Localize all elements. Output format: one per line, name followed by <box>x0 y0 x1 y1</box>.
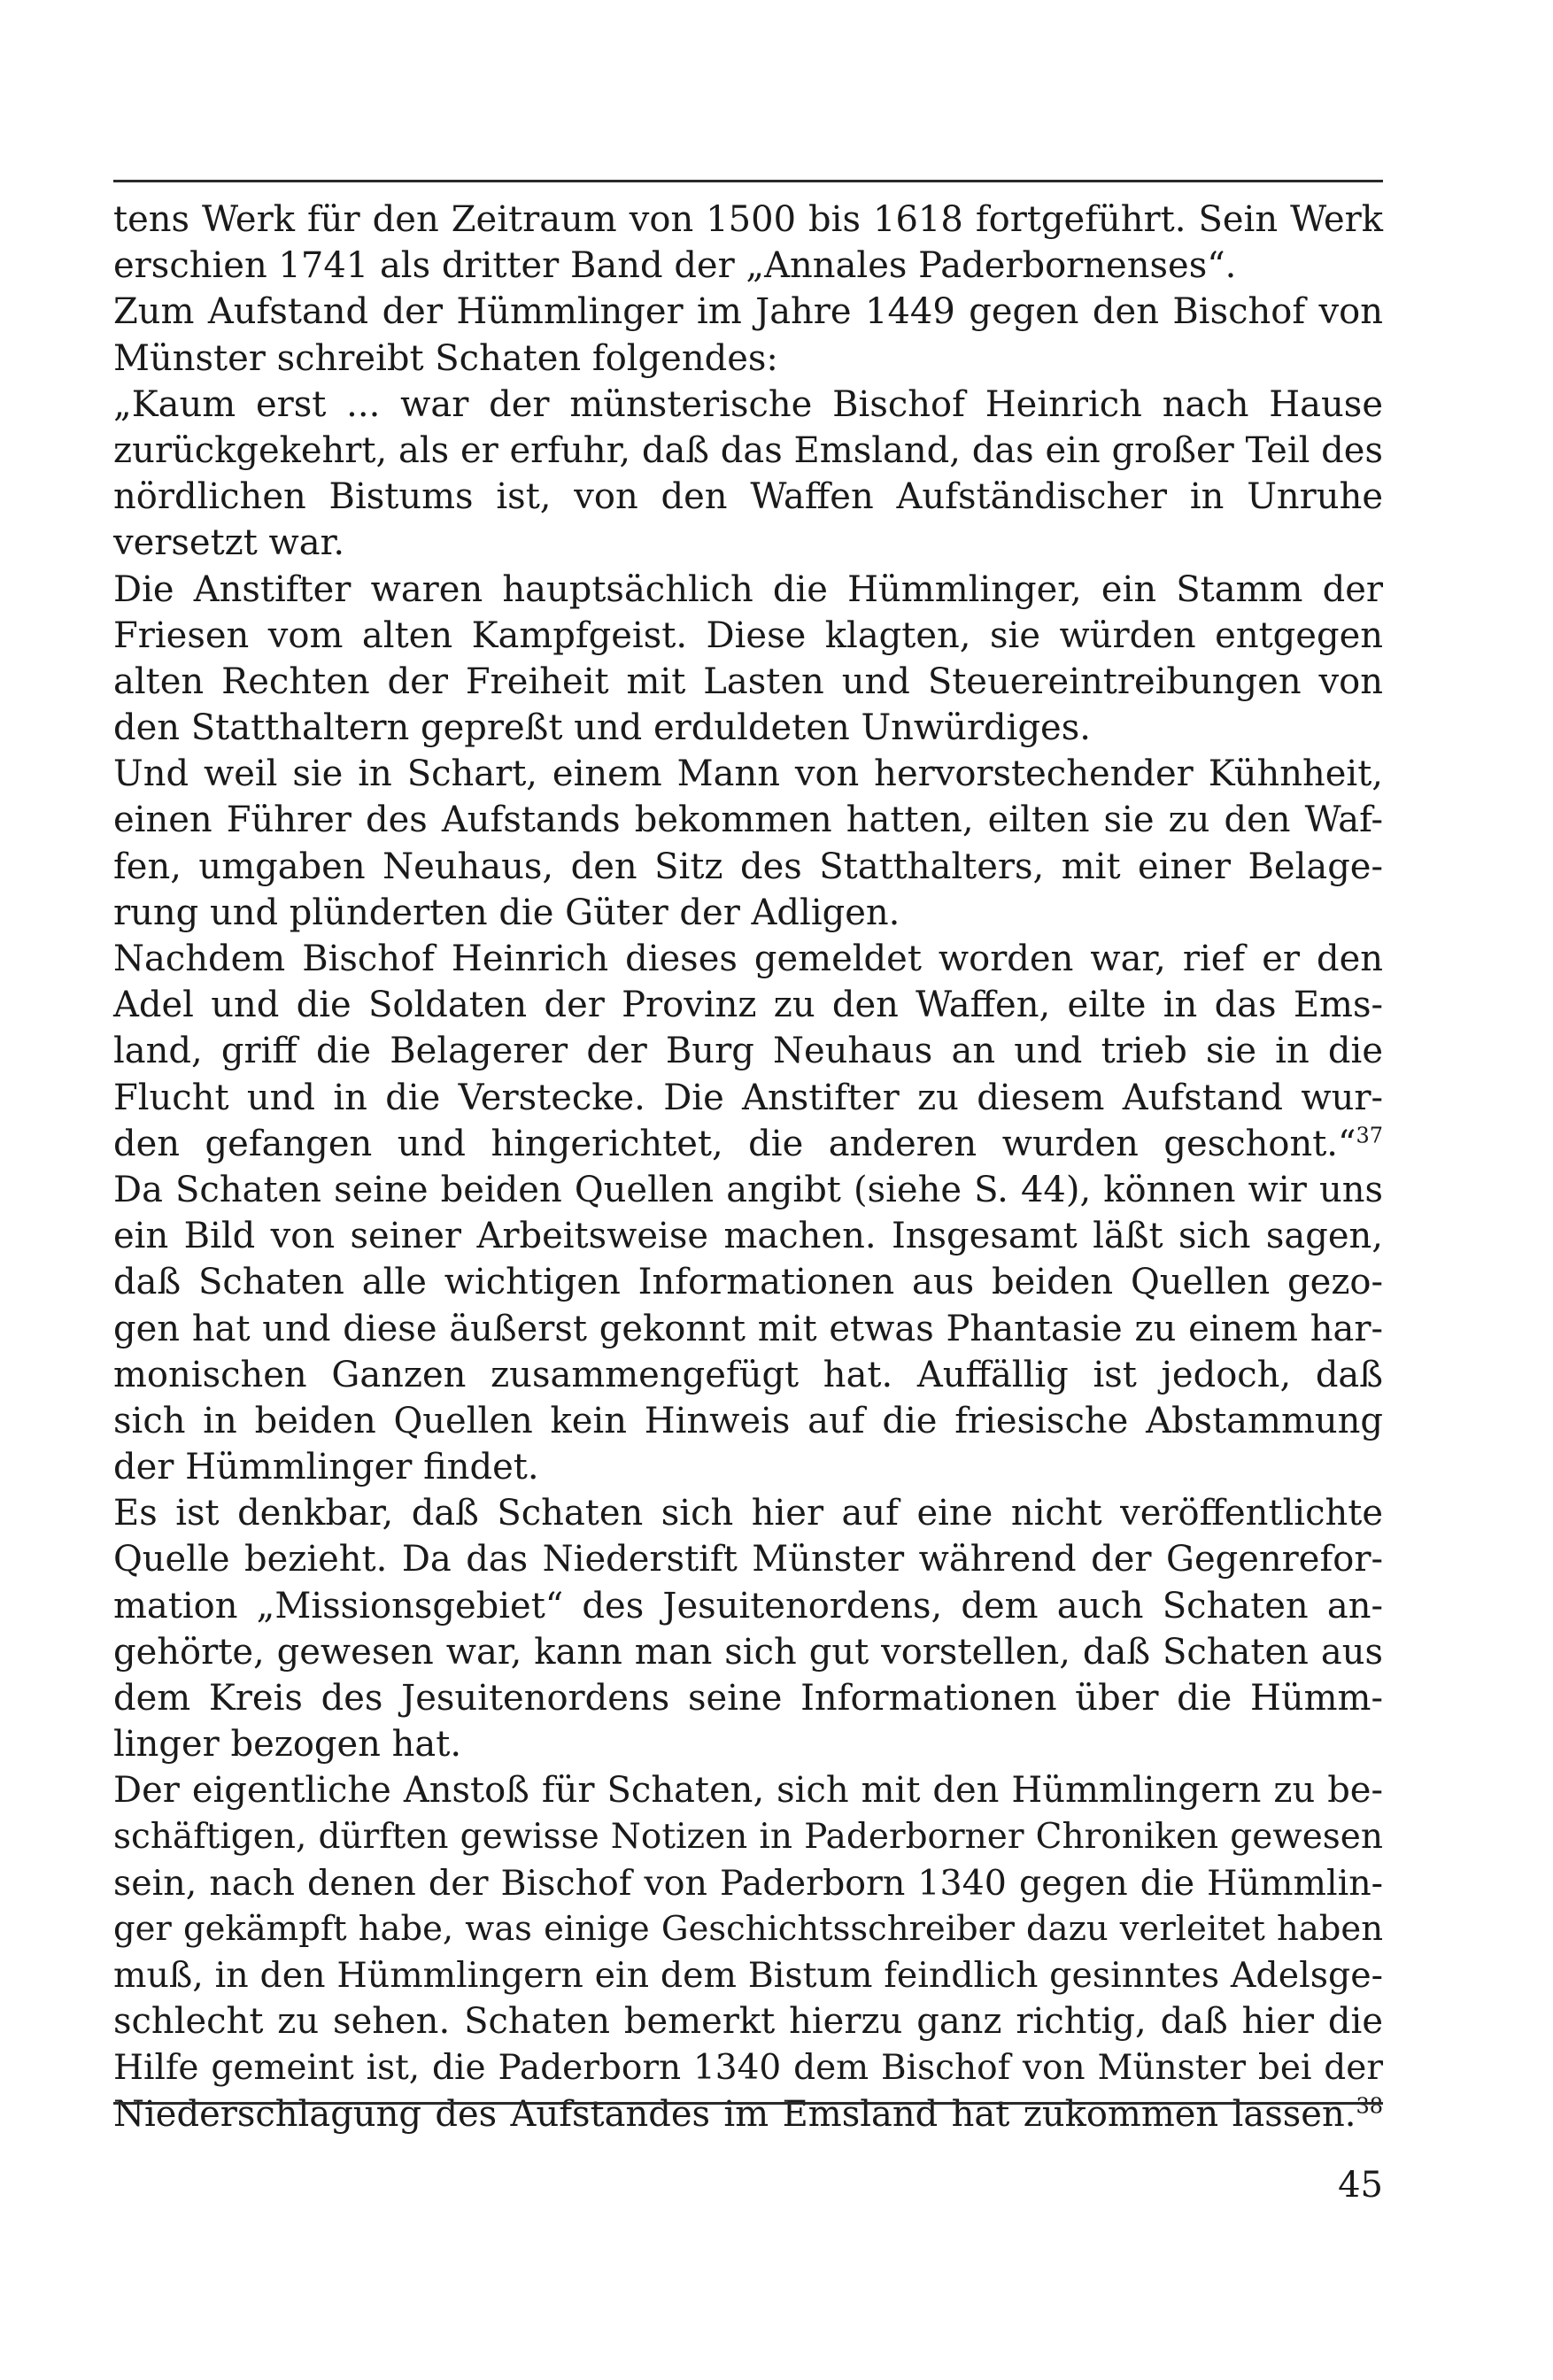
text-line-content: monischen Ganzen zusammengefügt hat. Auffällig ist jedoch, daß <box>113 1354 1383 1395</box>
text-line <box>113 1675 1383 1721</box>
text-line <box>113 1259 1383 1305</box>
text-line-content: Hilfe gemeint ist, die Paderborn 1340 dem Bischof von Münster bei der <box>113 2047 1383 2088</box>
text-line-content: land, griff die Belagerer der Burg Neuhaus an und trieb sie in die <box>113 1031 1383 1072</box>
text-line <box>113 1167 1383 1213</box>
text-line-content: Da Schaten seine beiden Quellen angibt (siehe S. 44), können wir uns <box>113 1169 1383 1210</box>
text-line <box>113 890 1383 936</box>
text-line <box>113 1490 1383 1536</box>
text-line-content: sein, nach denen der Bischof von Paderborn 1340 gegen die Hümmlin- <box>113 1862 1383 1904</box>
text-line <box>113 382 1383 428</box>
text-line <box>113 844 1383 890</box>
text-line-content: Adel und die Soldaten der Provinz zu den Waffen, eilte in das Ems- <box>113 985 1383 1026</box>
text-line-content: tens Werk für den Zeitraum von 1500 bis 1618 fortgeführt. Sein Werk <box>113 199 1383 240</box>
text-line <box>113 289 1383 335</box>
text-line-content: dem Kreis des Jesuitenordens seine Informationen über die Hümm- <box>113 1678 1383 1719</box>
text-line <box>113 567 1383 613</box>
text-line-content: fen, umgaben Neuhaus, den Sitz des Statthalters, mit einer Belage- <box>113 846 1383 887</box>
text-line <box>113 1121 1383 1167</box>
text-line-content: zurückgekehrt, als er erfuhr, daß das Emsland, das ein großer Teil des <box>113 429 1383 471</box>
page-number: 45 <box>1338 2165 1383 2206</box>
text-line <box>113 2091 1383 2137</box>
text-line <box>113 1998 1383 2044</box>
text-line <box>113 474 1383 520</box>
text-line <box>113 1398 1383 1444</box>
text-line <box>113 982 1383 1028</box>
text-line <box>113 751 1383 797</box>
text-line-content: Nachdem Bischof Heinrich dieses gemeldet worden war, rief er den <box>113 939 1383 979</box>
text-line <box>113 243 1383 289</box>
text-line-content: versetzt war. <box>113 522 345 564</box>
bottom-rule <box>113 2102 1383 2105</box>
text-line-content: den Statthaltern gepreßt und erduldeten Unwürdiges. <box>113 707 1091 749</box>
text-line-content: Zum Aufstand der Hümmlinger im Jahre 1449 gegen den Bischof von <box>113 291 1383 333</box>
text-line-content: mation „Missionsgebiet“ des Jesuitenordens, dem auch Schaten an- <box>113 1585 1383 1627</box>
text-line <box>113 613 1383 659</box>
text-line-content: „Kaum erst ... war der münsterische Bischof Heinrich nach Hause <box>113 383 1383 425</box>
text-line <box>113 936 1383 982</box>
text-line <box>113 428 1383 474</box>
body-text <box>113 197 1383 2135</box>
top-rule <box>113 180 1383 182</box>
text-line-content: Friesen vom alten Kampfgeist. Diese klagten, sie würden entgegen <box>113 614 1383 656</box>
text-line <box>113 1629 1383 1675</box>
text-line-content: rung und plünderten die Güter der Adligen. <box>113 892 900 933</box>
text-line <box>113 1860 1383 1906</box>
text-line <box>113 1952 1383 1998</box>
text-line <box>113 1721 1383 1767</box>
text-line-content: den gefangen und hingerichtet, die anderen wurden geschont.“ <box>113 1123 1356 1164</box>
text-line <box>113 659 1383 705</box>
text-line <box>113 797 1383 843</box>
text-line-content: Flucht und in die Verstecke. Die Anstifter zu diesem Aufstand wur- <box>113 1077 1383 1118</box>
text-line-content: linger bezogen hat. <box>113 1724 462 1766</box>
text-line-content: alten Rechten der Freiheit mit Lasten und Steuereintreibungen von <box>113 661 1383 702</box>
text-line <box>113 197 1383 243</box>
text-line <box>113 1075 1383 1121</box>
text-line-content: schäftigen, dürften gewisse Notizen in Paderborner Chroniken gewesen <box>113 1816 1383 1857</box>
text-line <box>113 1583 1383 1629</box>
text-line-content: gen hat und diese äußerst gekonnt mit etwas Phantasie zu einem har- <box>113 1308 1383 1349</box>
text-line <box>113 1536 1383 1582</box>
footnote-marker: 38 <box>1356 2093 1383 2119</box>
text-line-content: Es ist denkbar, daß Schaten sich hier auf eine nicht veröffentlichte <box>113 1493 1383 1534</box>
text-line-content: Münster schreibt Schaten folgendes: <box>113 337 778 379</box>
text-line-content: erschien 1741 als dritter Band der „Annales Paderbornenses“. <box>113 245 1237 287</box>
text-line <box>113 2045 1383 2091</box>
text-line-content: einen Führer des Aufstands bekommen hatten, eilten sie zu den Waf- <box>113 800 1383 841</box>
text-line <box>113 1306 1383 1352</box>
text-line-content: Die Anstifter waren hauptsächlich die Hümmlinger, ein Stamm der <box>113 568 1383 610</box>
text-line-content: Der eigentliche Anstoß für Schaten, sich mit den Hümmlingern zu be- <box>113 1770 1383 1812</box>
text-line-content: Und weil sie in Schart, einem Mann von hervorstechender Kühnheit, <box>113 753 1383 795</box>
footnote-marker: 37 <box>1356 1123 1383 1148</box>
text-line-content: der Hümmlinger findet. <box>113 1447 539 1488</box>
text-line <box>113 520 1383 566</box>
text-line <box>113 1213 1383 1259</box>
text-line-content: sich in beiden Quellen kein Hinweis auf die friesische Abstammung <box>113 1400 1383 1441</box>
text-line <box>113 1906 1383 1952</box>
text-line-content: gehörte, gewesen war, kann man sich gut vorstellen, daß Schaten aus <box>113 1631 1383 1673</box>
text-line-content: muß, in den Hümmlingern ein dem Bistum feindlich gesinntes Adelsge- <box>113 1955 1383 1997</box>
text-line <box>113 1814 1383 1860</box>
text-line-content: ein Bild von seiner Arbeitsweise machen. Insgesamt läßt sich sagen, <box>113 1216 1383 1257</box>
text-line <box>113 1444 1383 1490</box>
text-line <box>113 1352 1383 1398</box>
text-line <box>113 336 1383 382</box>
text-line-content: Quelle bezieht. Da das Niederstift Münster während der Gegenrefor- <box>113 1539 1383 1580</box>
text-line-content: nördlichen Bistums ist, von den Waffen Aufständischer in Unruhe <box>113 476 1383 518</box>
text-line-content: ger gekämpft habe, was einige Geschichtsschreiber dazu verleitet haben <box>113 1908 1383 1949</box>
text-line <box>113 705 1383 751</box>
text-line-content: Niederschlagung des Aufstandes im Emsland hat zukommen lassen. <box>113 2093 1356 2135</box>
text-line <box>113 1767 1383 1813</box>
text-line-content: daß Schaten alle wichtigen Informationen aus beiden Quellen gezo- <box>113 1262 1383 1303</box>
text-line <box>113 1028 1383 1074</box>
text-line-content: schlecht zu sehen. Schaten bemerkt hierzu ganz richtig, daß hier die <box>113 2001 1383 2043</box>
